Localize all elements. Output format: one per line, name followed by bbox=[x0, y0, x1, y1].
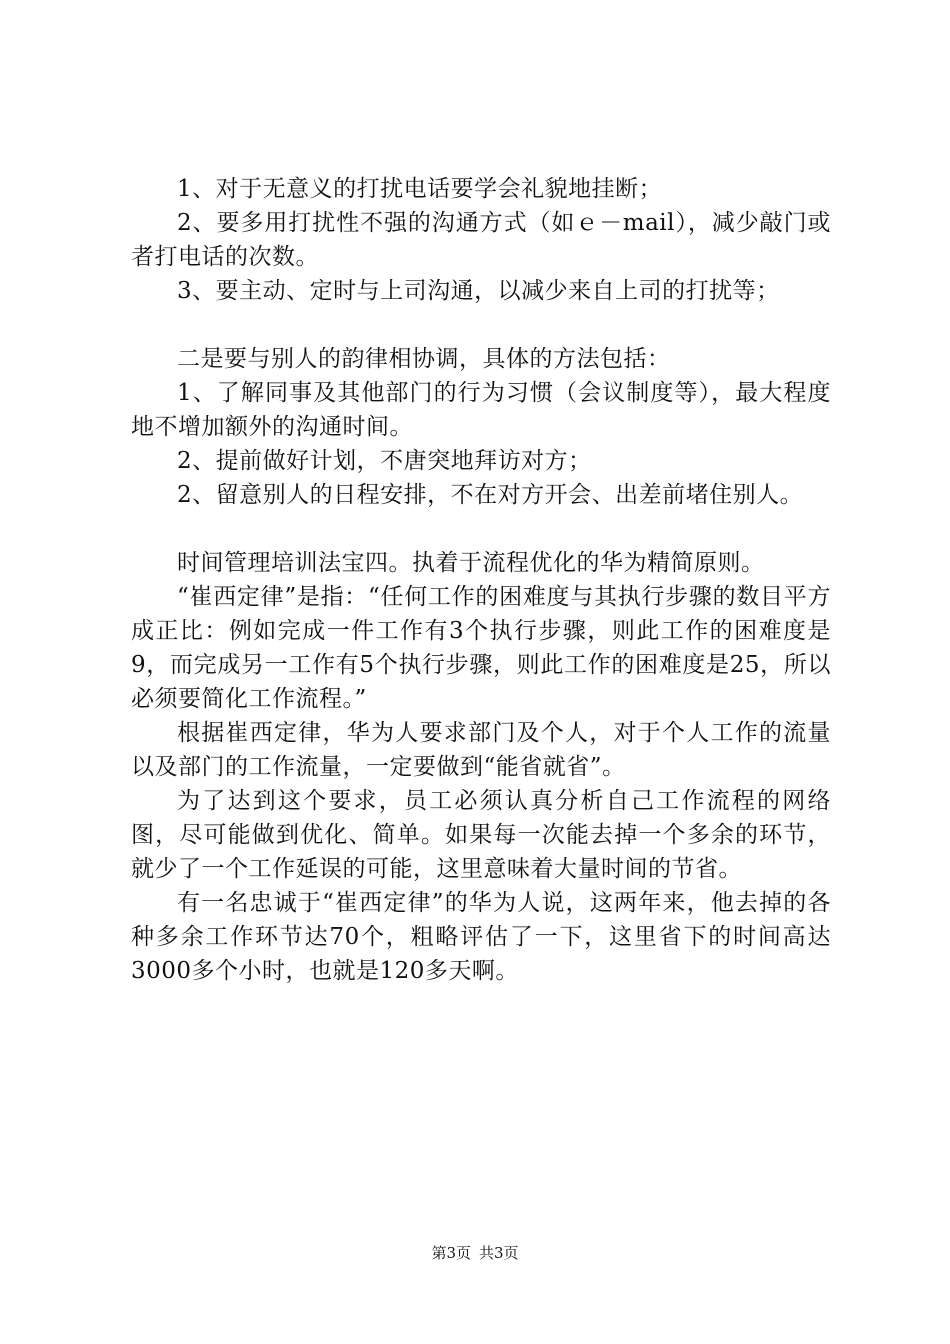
paragraph-7: 2、留意别人的日程安排，不在对方开会、出差前堵住别人。 bbox=[177, 482, 804, 508]
paragraph-4: 二是要与别人的韵律相协调，具体的方法包括： bbox=[177, 346, 671, 372]
paragraph-11: 为了达到这个要求，员工必须认真分析自己工作流程的网络图，尽可能做到优化、简单。如果每一次能去掉一个多余的环节，就少了一个工作延误的可能，这里意味着大量时间的节省。 bbox=[131, 788, 831, 882]
document-body bbox=[131, 172, 831, 988]
paragraph-12: 有一名忠诚于“崔西定律”的华为人说，这两年来，他去掉的各种多余工作环节达70个，粗略评估了一下，这里省下的时间高达3000多个小时，也就是120多天啊。 bbox=[131, 890, 831, 984]
paragraph-8: 时间管理培训法宝四。执着于流程优化的华为精简原则。 bbox=[177, 550, 765, 576]
paragraph-2: 2、要多用打扰性不强的沟通方式（如ｅ－mail），减少敲门或者打电话的次数。 bbox=[131, 210, 831, 270]
paragraph-3: 3、要主动、定时与上司沟通，以减少来自上司的打扰等； bbox=[177, 278, 780, 304]
paragraph-5: 1、了解同事及其他部门的行为习惯（会议制度等），最大程度地不增加额外的沟通时间。 bbox=[131, 380, 831, 440]
page-number: 第3页 bbox=[431, 1244, 471, 1262]
paragraph-6: 2、提前做好计划，不唐突地拜访对方； bbox=[177, 448, 592, 474]
paragraph-1: 1、对于无意义的打扰电话要学会礼貌地挂断； bbox=[177, 176, 663, 202]
paragraph-10: 根据崔西定律，华为人要求部门及个人，对于个人工作的流量以及部门的工作流量，一定要做到“能省就省”。 bbox=[131, 720, 831, 780]
page-footer bbox=[0, 1243, 950, 1263]
page-total: 共3页 bbox=[479, 1244, 519, 1262]
paragraph-9: “崔西定律”是指：“任何工作的困难度与其执行步骤的数目平方成正比：例如完成一件工作有3个执行步骤，则此工作的困难度是9，而完成另一工作有5个执行步骤，则此工作的困难度是25，所以必须要简化工作流程。” bbox=[131, 584, 831, 712]
